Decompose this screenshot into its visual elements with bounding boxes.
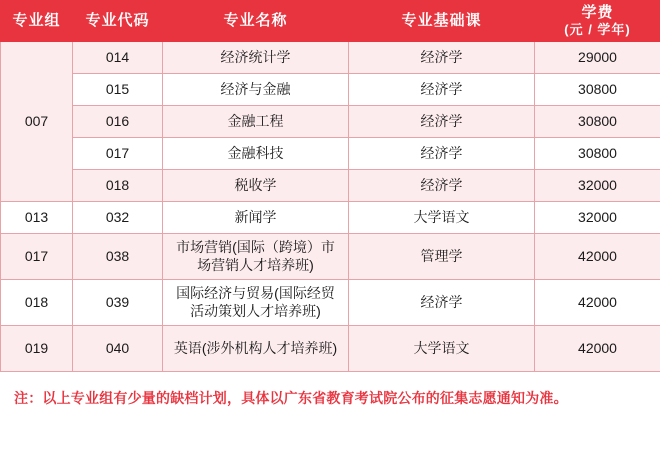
cell-group: 007 (1, 42, 73, 202)
table-row (1, 170, 660, 202)
cell-name: 英语(涉外机构人才培养班) (163, 326, 349, 372)
cell-code: 039 (73, 280, 163, 326)
cell-code: 038 (73, 234, 163, 280)
table-row (1, 42, 660, 74)
cell-name: 经济统计学 (163, 42, 349, 74)
cell-code: 040 (73, 326, 163, 372)
table-row (1, 138, 660, 170)
table-row (1, 74, 660, 106)
cell-code: 032 (73, 202, 163, 234)
cell-group: 019 (1, 326, 73, 372)
cell-code: 015 (73, 74, 163, 106)
cell-tuition: 30800 (535, 106, 660, 138)
cell-base-course: 经济学 (349, 170, 535, 202)
cell-code: 018 (73, 170, 163, 202)
table-header-row (1, 1, 660, 42)
cell-base-course: 经济学 (349, 42, 535, 74)
column-header-tuition-unit: (元 / 学年) (564, 22, 631, 38)
table-header (1, 1, 660, 42)
column-header-tuition (535, 1, 660, 42)
cell-name: 经济与金融 (163, 74, 349, 106)
cell-tuition: 42000 (535, 280, 660, 326)
column-header-group (1, 1, 73, 42)
cell-tuition: 42000 (535, 234, 660, 280)
cell-group: 018 (1, 280, 73, 326)
column-header-name (163, 1, 349, 42)
cell-tuition: 30800 (535, 74, 660, 106)
footnote: 注：以上专业组有少量的缺档计划，具体以广东省教育考试院公布的征集志愿通知为准。 (14, 390, 568, 406)
table-row (1, 326, 660, 372)
cell-name: 金融科技 (163, 138, 349, 170)
column-header-name-label: 专业名称 (223, 11, 288, 29)
table-row (1, 106, 660, 138)
column-header-code (73, 1, 163, 42)
cell-name: 金融工程 (163, 106, 349, 138)
cell-base-course: 经济学 (349, 106, 535, 138)
cell-base-course: 经济学 (349, 280, 535, 326)
column-header-code-label: 专业代码 (85, 11, 150, 29)
cell-tuition: 32000 (535, 202, 660, 234)
cell-group: 017 (1, 234, 73, 280)
cell-code: 014 (73, 42, 163, 74)
cell-tuition: 42000 (535, 326, 660, 372)
cell-base-course: 经济学 (349, 74, 535, 106)
cell-name: 税收学 (163, 170, 349, 202)
cell-name: 市场营销(国际（跨境）市场营销人才培养班) (163, 234, 349, 280)
cell-base-course: 经济学 (349, 138, 535, 170)
cell-code: 017 (73, 138, 163, 170)
cell-base-course: 大学语文 (349, 326, 535, 372)
column-header-base-course-label: 专业基础课 (401, 11, 482, 29)
table-row (1, 234, 660, 280)
column-header-group-label: 专业组 (12, 11, 61, 29)
cell-group: 013 (1, 202, 73, 234)
cell-code: 016 (73, 106, 163, 138)
cell-name: 新闻学 (163, 202, 349, 234)
column-header-base-course (349, 1, 535, 42)
table-row (1, 280, 660, 326)
cell-base-course: 管理学 (349, 234, 535, 280)
cell-tuition: 32000 (535, 170, 660, 202)
cell-tuition: 29000 (535, 42, 660, 74)
cell-base-course: 大学语文 (349, 202, 535, 234)
column-header-tuition-label: 学费 (581, 3, 614, 21)
cell-tuition: 30800 (535, 138, 660, 170)
table-row (1, 202, 660, 234)
table-body (1, 42, 660, 372)
cell-name: 国际经济与贸易(国际经贸活动策划人才培养班) (163, 280, 349, 326)
